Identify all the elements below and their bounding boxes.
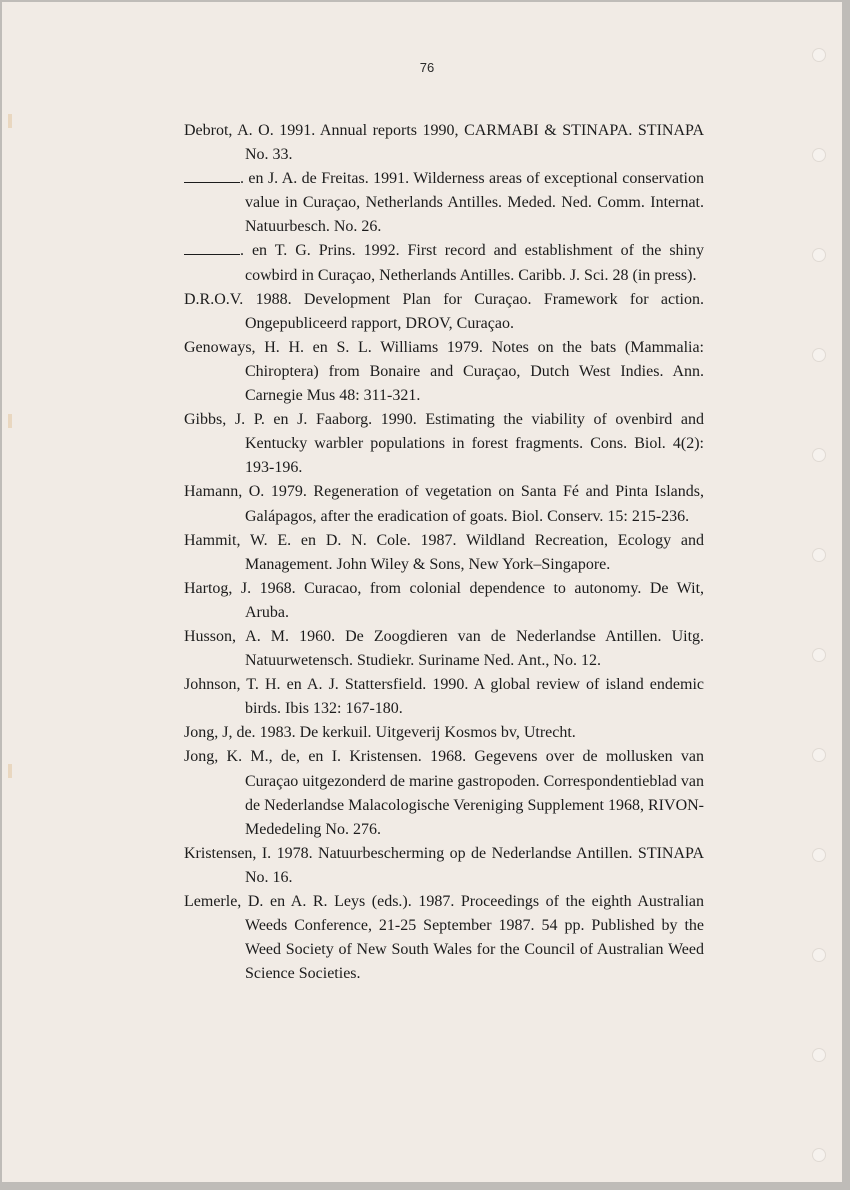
binder-hole [812, 848, 826, 862]
binder-hole [812, 448, 826, 462]
binder-hole [812, 648, 826, 662]
reference-author: Johnson, T. H. en A. J. Stattersfield. [184, 676, 427, 694]
reference-author: Gibbs, J. P. en J. Faaborg. [184, 411, 373, 429]
reference-text: 1991. Annual reports 1990, CARMABI & STINAPA. STINAPA No. 33. [245, 122, 705, 164]
reference-entry [184, 625, 704, 673]
reference-entry [184, 529, 704, 577]
binder-hole [812, 348, 826, 362]
binder-hole [812, 548, 826, 562]
reference-entry [184, 673, 704, 721]
binder-hole [812, 948, 826, 962]
reference-entry [184, 288, 704, 336]
reference-text: . en J. A. de Freitas. 1991. Wilderness areas of exceptional conservation value in Curaçao, Netherlands Antilles. Meded. Ned. Comm. Internat. Natuurbesch. No. 26. [240, 170, 704, 236]
reference-author: Kristensen, I. [184, 844, 272, 862]
reference-text: . en T. G. Prins. 1992. First record and establishment of the shiny cowbird in Curaçao, Netherlands Antilles. Caribb. J. Sci. 28 (in press). [240, 242, 704, 284]
reference-text: 1988. Development Plan for Curaçao. Framework for action. Ongepubliceerd rapport, DROV, Curaçao. [245, 290, 705, 332]
repeat-author-dash [184, 170, 240, 183]
binder-hole [812, 748, 826, 762]
reference-entry [184, 890, 704, 986]
binder-hole [812, 1148, 826, 1162]
reference-text: 1983. De kerkuil. Uitgeverij Kosmos bv, Utrecht. [259, 724, 576, 742]
binder-hole [812, 148, 826, 162]
repeat-author-dash [184, 242, 240, 255]
reference-text: 1987. Proceedings of the eighth Australian Weeds Conference, 21-25 September 1987. 54 pp. Published by the Weed Society of New South Wales for the Council of Australian Weed Science Societies. [245, 893, 704, 983]
reference-entry [184, 842, 704, 890]
reference-text: 1979. Notes on the bats (Mammalia: Chiroptera) from Bonaire and Curaçao, Dutch West Indies. Ann. Carnegie Mus 48: 311-321. [245, 338, 705, 405]
paper-stain [8, 414, 12, 428]
reference-author: Jong, J, de. [184, 724, 256, 742]
reference-author: Debrot, A. O. [184, 122, 274, 139]
reference-author: Hammit, W. E. en D. N. Cole. [184, 531, 411, 549]
binder-hole [812, 1048, 826, 1062]
reference-entry [184, 745, 704, 841]
reference-author: Jong, K. M., de, en I. Kristensen. [184, 748, 422, 766]
reference-author: Genoways, H. H. en S. L. Williams [184, 338, 439, 356]
reference-list [184, 119, 704, 986]
reference-author: D.R.O.V. [184, 290, 244, 308]
reference-entry [184, 167, 704, 239]
reference-text: 1990. Estimating the viability of ovenbird and Kentucky warbler populations in forest fragments. Cons. Biol. 4(2): 193-196. [245, 411, 705, 477]
reference-entry [184, 577, 704, 625]
document-page [2, 2, 842, 1182]
reference-entry [184, 239, 704, 287]
reference-text: 1968. Curacao, from colonial dependence to autonomy. De Wit, Aruba. [245, 579, 705, 621]
reference-entry [184, 408, 704, 480]
reference-text: 1968. Gegevens over de mollusken van Curaçao uitgezonderd de marine gastropoden. Correspondentieblad van de Nederlandse Malacologische Vereniging Supplement 1968, RIVON-Mededeling No. 276. [245, 748, 705, 838]
reference-entry [184, 721, 704, 745]
reference-text: 1960. De Zoogdieren van de Nederlandse Antillen. Uitg. Natuurwetensch. Studiekr. Suriname Ned. Ant., No. 12. [245, 627, 705, 670]
reference-entry [184, 480, 704, 528]
reference-author: Hartog, J. [184, 579, 252, 597]
reference-author: Hamann, O. [184, 483, 265, 501]
paper-stain [8, 114, 12, 128]
paper-stain [8, 764, 12, 778]
reference-text: 1990. A global review of island endemic birds. Ibis 132: 167-180. [245, 676, 705, 718]
binder-hole [812, 248, 826, 262]
binder-hole [812, 48, 826, 62]
reference-entry [184, 119, 704, 167]
reference-text: 1987. Wildland Recreation, Ecology and Management. John Wiley & Sons, New York–Singapore. [245, 531, 705, 573]
reference-author: Lemerle, D. en A. R. Leys (eds.). [184, 893, 412, 910]
reference-text: 1979. Regeneration of vegetation on Santa Fé and Pinta Islands, Galápagos, after the eradication of goats. Biol. Conserv. 15: 215-236. [245, 483, 704, 525]
reference-entry [184, 336, 704, 408]
page-number: 76 [419, 60, 435, 75]
reference-author: Husson, A. M. [184, 627, 290, 645]
reference-text: 1978. Natuurbescherming op de Nederlandse Antillen. STINAPA No. 16. [245, 844, 705, 886]
